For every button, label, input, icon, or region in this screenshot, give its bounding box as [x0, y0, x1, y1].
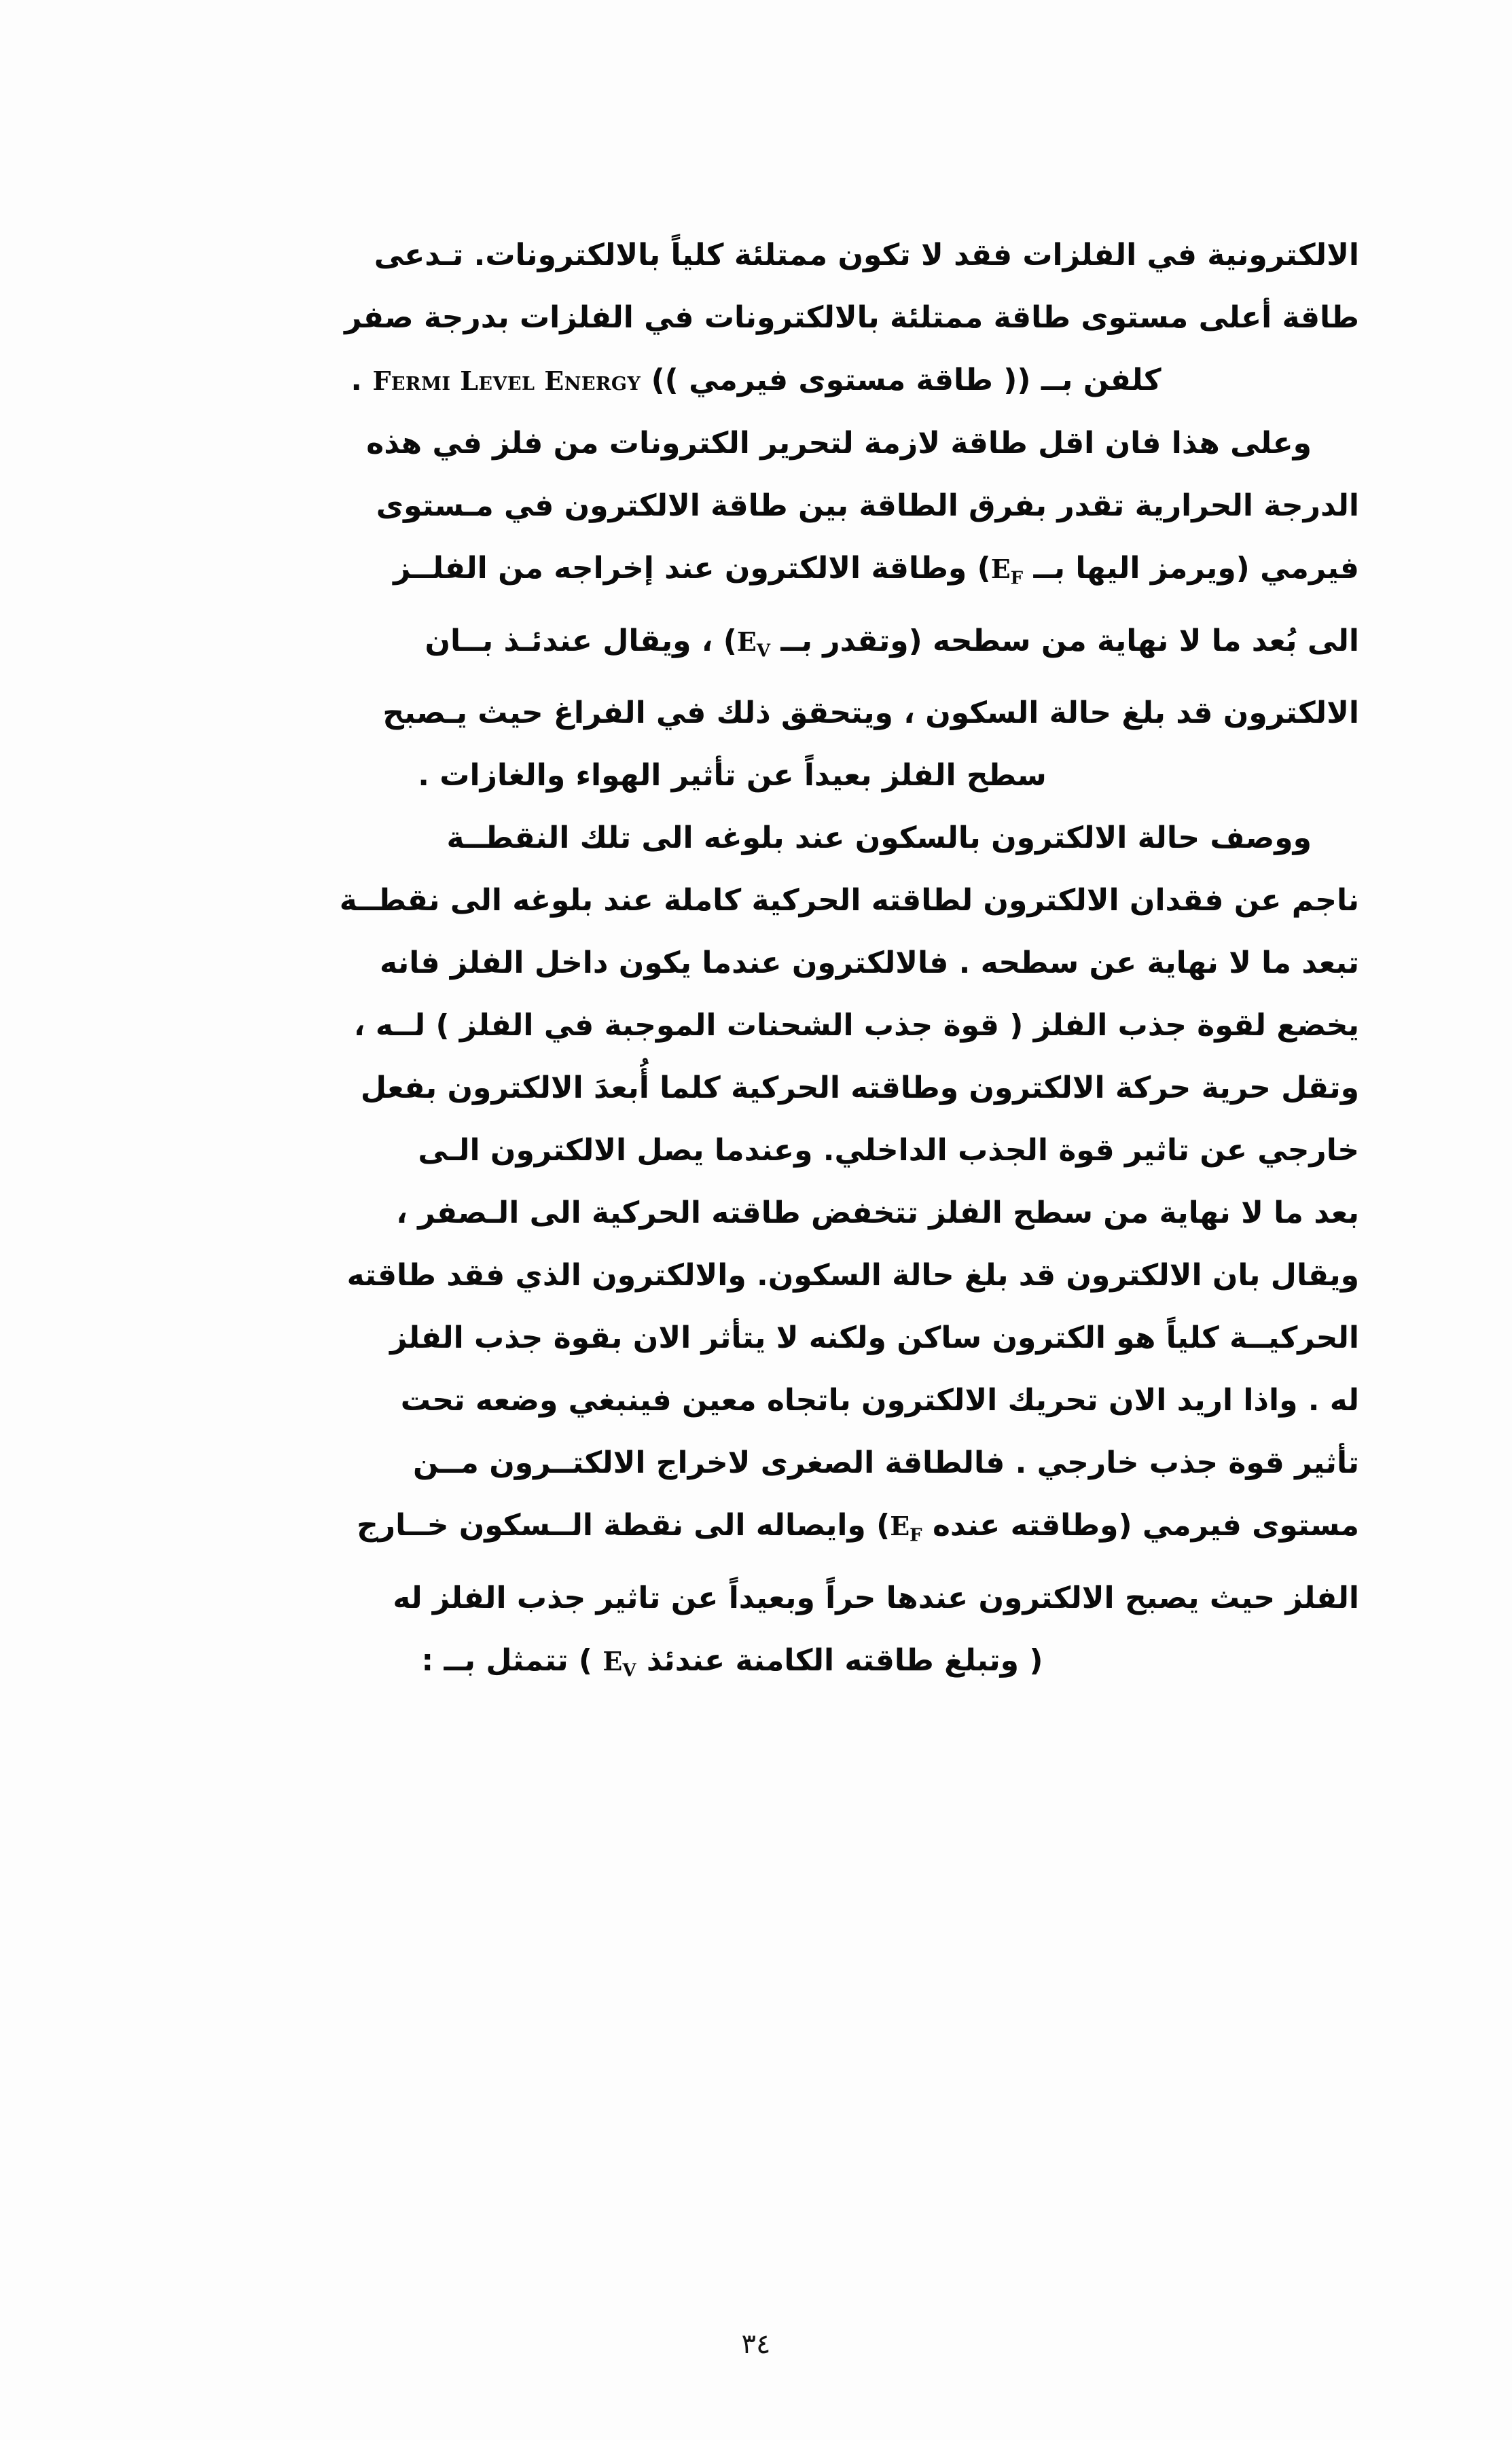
paragraph-2-line-3: فيرمي (ويرمز اليها بــ $E_F$) وطاقة الالكترون عند إخراجه من الفلــز: [393, 551, 1359, 589]
paragraph-3-line-8: ويقال بان الالكترون قد بلغ حالة السكون. والالكترون الذي فقد طاقته: [346, 1258, 1359, 1293]
paragraph-2-line-4: الى بُعد ما لا نهاية من سطحه (وتقدر بــ $E_V$) ، ويقال عندئـذ بــان: [425, 623, 1359, 662]
paragraph-1: [153, 224, 1359, 412]
paragraph-3-line-5: وتقل حرية حركة الالكترون وطاقته الحركية كلما أُبعدَ الالكترون بفعل: [360, 1071, 1359, 1106]
paragraph-1-line-1: الالكترونية في الفلزات فقد لا تكون ممتلئة كلياً بالالكترونات. تـدعى: [374, 238, 1359, 272]
paragraph-3-line-3: تبعد ما لا نهاية عن سطحه . فالالكترون عندما يكون داخل الفلز فانه: [380, 946, 1359, 981]
symbol-ev-2: $E_V$: [602, 1645, 636, 1681]
paragraph-3-line-1: ووصف حالة الالكترون بالسكون عند بلوغه الى تلك النقطــة: [446, 821, 1312, 856]
paragraph-3-line-6: خارجي عن تاثير قوة الجذب الداخلي. وعندما يصل الالكترون الـى: [418, 1133, 1359, 1168]
symbol-ef: $E_F$: [990, 554, 1024, 589]
paragraph-3-line-4: يخضع لقوة جذب الفلز ( قوة جذب الشحنات الموجبة في الفلز ) لــه ،: [353, 1008, 1359, 1043]
paragraph-2-line-2: الدرجة الحرارية تقدر بفرق الطاقة بين طاقة الالكترون في مـستوى: [376, 488, 1359, 523]
page-number: ٣٤: [741, 2329, 771, 2360]
paragraph-3-line-13: الفلز حيث يصبح الالكترون عندها حراً وبعيداً عن تاثير جذب الفلز له: [393, 1580, 1359, 1615]
paragraph-3-line-14: ( وتبلغ طاقته الكامنة عندئذ $E_V$ ) تتمثل بــ :: [421, 1643, 1043, 1681]
paragraph-1-line-2: طاقة أعلى مستوى طاقة ممتلئة بالالكترونات في الفلزات بدرجة صفر: [344, 300, 1359, 335]
fermi-level-energy-term: Fermi Level Energy: [372, 365, 641, 396]
paragraph-3: [153, 807, 1359, 1702]
paragraph-3-line-9: الحركيــة كلياً هو الكترون ساكن ولكنه لا يتأثر الان بقوة جذب الفلز: [390, 1321, 1359, 1356]
paragraph-2-line-1: وعلى هذا فان اقل طاقة لازمة لتحرير الكترونات من فلز في هذه: [366, 426, 1312, 461]
paragraph-3-line-2: ناجم عن فقدان الالكترون لطاقته الحركية كاملة عند بلوغه الى نقطــة: [339, 883, 1359, 918]
paragraph-3-line-7: بعد ما لا نهاية من سطح الفلز تتخفض طاقته الحركية الى الـصفر ،: [396, 1196, 1359, 1231]
paragraph-3-line-10: له . واذا اريد الان تحريك الالكترون باتجاه معين فينبغي وضعه تحت: [400, 1383, 1359, 1418]
page-body-text: [153, 224, 1359, 1702]
paragraph-2-line-6: سطح الفلز بعيداً عن تأثير الهواء والغازات .: [418, 758, 1047, 793]
paragraph-3-line-11: تأثير قوة جذب خارجي . فالطاقة الصغرى لاخراج الالكتــرون مــن: [412, 1446, 1359, 1481]
paragraph-1-line-3-suffix: .: [350, 363, 363, 397]
symbol-ev: $E_V$: [736, 626, 771, 662]
symbol-ef-2: $E_F$: [890, 1511, 922, 1546]
paragraph-2: [153, 412, 1359, 807]
paragraph-2-line-5: الالكترون قد بلغ حالة السكون ، ويتحقق ذلك في الفراغ حيث يـصبح: [382, 696, 1359, 731]
paragraph-3-line-12: مستوى فيرمي (وطاقته عنده $E_F$) وايصاله الى نقطة الــسكون خــارج: [357, 1508, 1359, 1546]
paragraph-1-line-3-prefix: كلفن بــ (( طاقة مستوى فيرمي )): [651, 363, 1162, 397]
